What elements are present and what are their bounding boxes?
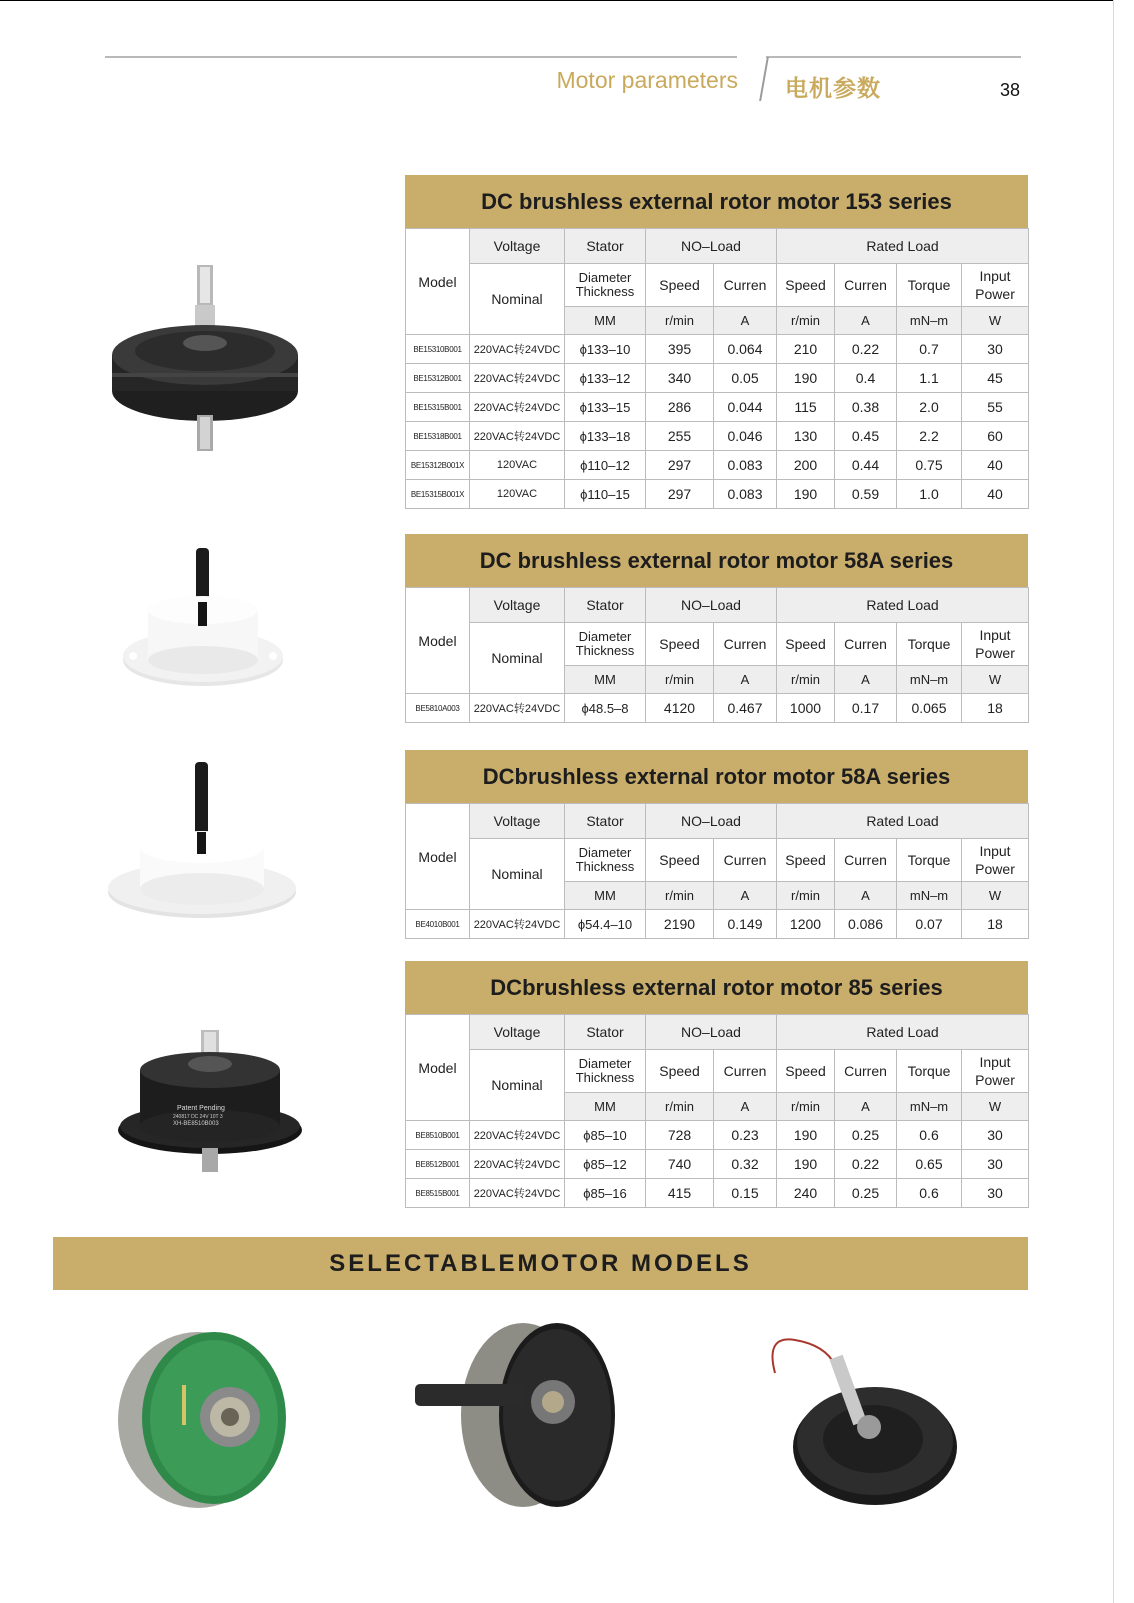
torque-cell: 0.6 [897,1179,962,1208]
motor-85-image [115,1030,305,1175]
motor-label-2: 240817 DC 24V 10T 3 [173,1114,223,1120]
col-rated-speed: Speed [777,1050,835,1093]
spec-table-title: DC brushless external rotor motor 58A series [405,534,1028,587]
noload-speed-cell: 2190 [646,910,714,939]
col-no-load: NO–Load [646,804,777,839]
col-input-power: Input Power [962,1050,1029,1093]
noload-speed-cell: 286 [646,393,714,422]
torque-cell: 2.0 [897,393,962,422]
spec-table-3 [405,750,1028,939]
model-cell: BE5810A003 [406,694,470,723]
col-no-load: NO–Load [646,229,777,264]
unit-rmin: r/min [646,1093,714,1121]
col-nominal: Nominal [470,623,565,694]
unit-a: A [714,882,777,910]
rated-speed-cell: 200 [777,451,835,480]
unit-rmin: r/min [777,1093,835,1121]
col-diameter-thickness: Diameter Thickness [565,1050,646,1093]
model-cell: BE8510B001 [406,1121,470,1150]
col-nominal: Nominal [470,264,565,335]
col-voltage: Voltage [470,1015,565,1050]
rated-current-cell: 0.25 [835,1121,897,1150]
noload-speed-cell: 728 [646,1121,714,1150]
col-input-power: Input Power [962,623,1029,666]
col-noload-speed: Speed [646,839,714,882]
noload-current-cell: 0.15 [714,1179,777,1208]
col-diameter-thickness: Diameter Thickness [565,264,646,307]
col-model: Model [406,804,470,910]
header-slash [759,57,769,101]
col-stator: Stator [565,804,646,839]
power-cell: 30 [962,1121,1029,1150]
torque-cell: 0.65 [897,1150,962,1179]
noload-current-cell: 0.083 [714,480,777,509]
col-model: Model [406,1015,470,1121]
table-row [406,1121,1029,1150]
col-nominal: Nominal [470,1050,565,1121]
model-cell: BE15315B001 [406,393,470,422]
stator-cell: ϕ48.5–8 [565,694,646,723]
stator-cell: ϕ133–15 [565,393,646,422]
model-cell: BE15312B001X [406,451,470,480]
unit-rmin: r/min [777,882,835,910]
rated-speed-cell: 190 [777,364,835,393]
spec-table-title: DC brushless external rotor motor 153 series [405,175,1028,228]
torque-cell: 1.0 [897,480,962,509]
torque-cell: 0.7 [897,335,962,364]
voltage-cell: 220VAC转24VDC [470,1121,565,1150]
rated-speed-cell: 190 [777,1150,835,1179]
rated-speed-cell: 190 [777,1121,835,1150]
col-voltage: Voltage [470,229,565,264]
stator-cell: ϕ133–12 [565,364,646,393]
unit-a: A [835,666,897,694]
selectable-motor-shaft-image [415,1320,620,1510]
torque-cell: 0.75 [897,451,962,480]
col-rated-speed: Speed [777,623,835,666]
power-cell: 45 [962,364,1029,393]
motor-58a-b-image [105,762,300,932]
model-cell: BE15318B001 [406,422,470,451]
rated-speed-cell: 210 [777,335,835,364]
noload-speed-cell: 415 [646,1179,714,1208]
voltage-cell: 120VAC [470,480,565,509]
col-noload-current: Curren [714,264,777,307]
unit-a: A [714,1093,777,1121]
table-row [406,451,1029,480]
col-noload-speed: Speed [646,623,714,666]
unit-torque: mN–m [897,307,962,335]
voltage-cell: 220VAC转24VDC [470,393,565,422]
unit-a: A [835,882,897,910]
unit-torque: mN–m [897,666,962,694]
noload-speed-cell: 395 [646,335,714,364]
power-cell: 30 [962,1179,1029,1208]
header-title-zh: 电机参数 [785,75,881,101]
header-rule-left [105,56,737,58]
col-diameter-thickness: Diameter Thickness [565,623,646,666]
col-diameter-thickness: Diameter Thickness [565,839,646,882]
spec-table-title: DCbrushless external rotor motor 85 series [405,961,1028,1014]
col-noload-current: Curren [714,623,777,666]
model-cell: BE8515B001 [406,1179,470,1208]
stator-cell: ϕ133–10 [565,335,646,364]
power-cell: 40 [962,480,1029,509]
noload-speed-cell: 255 [646,422,714,451]
power-cell: 60 [962,422,1029,451]
col-torque: Torque [897,623,962,666]
motor-label-1: Patent Pending [177,1105,225,1112]
voltage-cell: 220VAC转24VDC [470,422,565,451]
noload-current-cell: 0.149 [714,910,777,939]
header-rule-right [766,56,1021,58]
table-row [406,393,1029,422]
col-torque: Torque [897,839,962,882]
spec-table-title: DCbrushless external rotor motor 58A series [405,750,1028,803]
stator-cell: ϕ110–12 [565,451,646,480]
unit-a: A [714,307,777,335]
col-rated-current: Curren [835,264,897,307]
selectable-motor-cable-image [755,1335,965,1510]
voltage-cell: 220VAC转24VDC [470,364,565,393]
spec-table-1 [405,175,1028,509]
model-cell: BE15312B001 [406,364,470,393]
stator-cell: ϕ133–18 [565,422,646,451]
model-cell: BE4010B001 [406,910,470,939]
col-rated-speed: Speed [777,839,835,882]
unit-mm: MM [565,666,646,694]
noload-current-cell: 0.044 [714,393,777,422]
torque-cell: 0.065 [897,694,962,723]
col-rated-load: Rated Load [777,1015,1029,1050]
col-rated-load: Rated Load [777,588,1029,623]
unit-rmin: r/min [646,307,714,335]
noload-current-cell: 0.23 [714,1121,777,1150]
rated-current-cell: 0.086 [835,910,897,939]
unit-w: W [962,666,1029,694]
col-input-power: Input Power [962,264,1029,307]
rated-current-cell: 0.22 [835,1150,897,1179]
table-row [406,364,1029,393]
voltage-cell: 220VAC转24VDC [470,910,565,939]
power-cell: 30 [962,335,1029,364]
unit-rmin: r/min [646,666,714,694]
spec-grid [405,587,1029,723]
col-no-load: NO–Load [646,1015,777,1050]
col-rated-current: Curren [835,839,897,882]
table-row [406,694,1029,723]
noload-current-cell: 0.05 [714,364,777,393]
col-noload-current: Curren [714,1050,777,1093]
unit-w: W [962,1093,1029,1121]
col-stator: Stator [565,588,646,623]
col-torque: Torque [897,1050,962,1093]
col-rated-load: Rated Load [777,804,1029,839]
rated-current-cell: 0.22 [835,335,897,364]
unit-torque: mN–m [897,882,962,910]
motor-153-image [105,265,305,465]
torque-cell: 0.6 [897,1121,962,1150]
unit-w: W [962,307,1029,335]
power-cell: 40 [962,451,1029,480]
rated-speed-cell: 130 [777,422,835,451]
unit-mm: MM [565,307,646,335]
rated-speed-cell: 115 [777,393,835,422]
col-rated-current: Curren [835,1050,897,1093]
stator-cell: ϕ110–15 [565,480,646,509]
motor-58a-image [118,548,288,703]
col-voltage: Voltage [470,804,565,839]
rated-current-cell: 0.44 [835,451,897,480]
rated-speed-cell: 1200 [777,910,835,939]
col-stator: Stator [565,1015,646,1050]
stator-cell: ϕ85–16 [565,1179,646,1208]
selectable-motor-pcb-image [110,1315,290,1510]
noload-current-cell: 0.32 [714,1150,777,1179]
noload-current-cell: 0.046 [714,422,777,451]
unit-rmin: r/min [646,882,714,910]
table-row [406,1150,1029,1179]
col-noload-speed: Speed [646,264,714,307]
rated-current-cell: 0.4 [835,364,897,393]
voltage-cell: 220VAC转24VDC [470,335,565,364]
torque-cell: 1.1 [897,364,962,393]
motor-label-3: XH-BE8510B003 [173,1121,219,1127]
stator-cell: ϕ54.4–10 [565,910,646,939]
col-input-power: Input Power [962,839,1029,882]
spec-table-2 [405,534,1028,723]
rated-current-cell: 0.38 [835,393,897,422]
col-model: Model [406,588,470,694]
unit-a: A [835,1093,897,1121]
noload-speed-cell: 340 [646,364,714,393]
noload-speed-cell: 297 [646,451,714,480]
spec-grid [405,228,1029,509]
voltage-cell: 220VAC转24VDC [470,694,565,723]
table-row [406,480,1029,509]
col-noload-speed: Speed [646,1050,714,1093]
noload-speed-cell: 740 [646,1150,714,1179]
unit-rmin: r/min [777,307,835,335]
rated-current-cell: 0.45 [835,422,897,451]
col-voltage: Voltage [470,588,565,623]
stator-cell: ϕ85–10 [565,1121,646,1150]
noload-speed-cell: 297 [646,480,714,509]
rated-current-cell: 0.17 [835,694,897,723]
col-no-load: NO–Load [646,588,777,623]
torque-cell: 2.2 [897,422,962,451]
col-stator: Stator [565,229,646,264]
noload-speed-cell: 4120 [646,694,714,723]
unit-mm: MM [565,1093,646,1121]
voltage-cell: 220VAC转24VDC [470,1150,565,1179]
model-cell: BE15315B001X [406,480,470,509]
col-nominal: Nominal [470,839,565,910]
col-noload-current: Curren [714,839,777,882]
rated-current-cell: 0.59 [835,480,897,509]
page-top-border [0,0,1134,1]
noload-current-cell: 0.083 [714,451,777,480]
rated-current-cell: 0.25 [835,1179,897,1208]
table-row [406,335,1029,364]
unit-rmin: r/min [777,666,835,694]
unit-a: A [714,666,777,694]
spec-table-4 [405,961,1028,1208]
model-cell: BE15310B001 [406,335,470,364]
rated-speed-cell: 1000 [777,694,835,723]
spec-grid [405,1014,1029,1208]
rated-speed-cell: 240 [777,1179,835,1208]
power-cell: 55 [962,393,1029,422]
table-row [406,422,1029,451]
selectable-models-banner: SELECTABLEMOTOR MODELS [53,1237,1028,1290]
power-cell: 18 [962,910,1029,939]
rated-speed-cell: 190 [777,480,835,509]
noload-current-cell: 0.467 [714,694,777,723]
spec-grid [405,803,1029,939]
unit-torque: mN–m [897,1093,962,1121]
unit-w: W [962,882,1029,910]
voltage-cell: 220VAC转24VDC [470,1179,565,1208]
unit-mm: MM [565,882,646,910]
table-row [406,1179,1029,1208]
torque-cell: 0.07 [897,910,962,939]
table-row [406,910,1029,939]
col-rated-speed: Speed [777,264,835,307]
voltage-cell: 120VAC [470,451,565,480]
col-rated-current: Curren [835,623,897,666]
page-right-margin [1113,0,1134,1603]
power-cell: 18 [962,694,1029,723]
stator-cell: ϕ85–12 [565,1150,646,1179]
unit-a: A [835,307,897,335]
noload-current-cell: 0.064 [714,335,777,364]
power-cell: 30 [962,1150,1029,1179]
model-cell: BE8512B001 [406,1150,470,1179]
col-model: Model [406,229,470,335]
col-torque: Torque [897,264,962,307]
page-number: 38 [1000,80,1021,100]
header-title-en: Motor parameters [556,67,738,93]
col-rated-load: Rated Load [777,229,1029,264]
